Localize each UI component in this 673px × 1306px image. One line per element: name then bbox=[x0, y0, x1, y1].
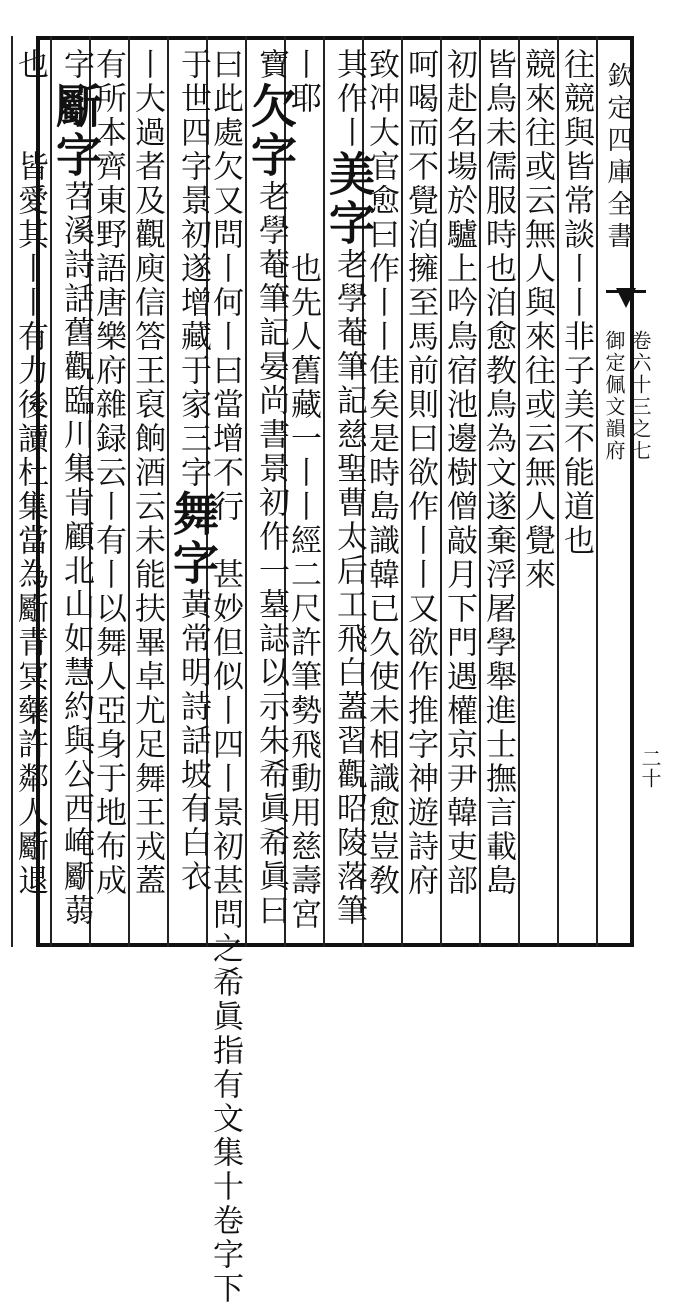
fish-tail-mark bbox=[616, 288, 636, 308]
text-segment: 初赴名場於驢上吟鳥宿池邊樹僧敲月下門遇權京尹韓吏部 bbox=[441, 48, 477, 898]
text-column bbox=[441, 48, 477, 898]
text-segment: 于世四字景初遂增藏于家三字 bbox=[175, 48, 211, 490]
text-segment: 往競與皆常談丨丨非子美不能道也 bbox=[558, 48, 594, 558]
book-title: 欽定四庫全書 bbox=[603, 62, 633, 254]
volume-label: 卷六十三之七 bbox=[628, 330, 652, 462]
text-segment bbox=[12, 82, 48, 150]
text-segment: 呵喝而不覺洎擁至馬前則曰欲作丨丨又欲作推字神遊詩府 bbox=[402, 48, 438, 898]
text-segment: 寶 bbox=[253, 48, 289, 82]
text-column bbox=[12, 48, 48, 898]
text-segment: 苕溪詩話舊觀臨川集肯顧北山如慧約與公西崦斸蒻 bbox=[58, 180, 94, 928]
text-column bbox=[480, 48, 516, 898]
text-segment: 甚妙但似丨四丨景初甚問之希眞指有文集十卷字下 bbox=[207, 558, 243, 1306]
text-segment: 競來往或云無人與來往或云無人覺來 bbox=[519, 48, 555, 592]
text-column bbox=[402, 48, 438, 898]
text-segment: 丨耶 bbox=[285, 48, 321, 116]
book-subtitle: 御定佩文韻府 bbox=[602, 330, 626, 462]
entry-heading: 斸字 bbox=[49, 82, 103, 180]
text-column bbox=[322, 48, 376, 928]
text-segment: 致冲大官愈曰作丨丨佳矣是時島識韓已久使未相識愈豈敎 bbox=[363, 48, 399, 898]
text-segment: 皆愛其丨丨有力後讀杜集當為斸青冥藥許鄰人斸退 bbox=[12, 150, 48, 898]
text-segment: 也先人舊藏一丨丨經二尺許筆勢飛動用慈壽宮 bbox=[285, 252, 321, 932]
text-column bbox=[166, 48, 220, 894]
text-column bbox=[244, 48, 298, 928]
text-segment: 黃常明詩話坡有白衣 bbox=[175, 588, 211, 894]
text-segment: 其作丨 bbox=[331, 48, 367, 150]
text-column bbox=[519, 48, 555, 592]
entry-heading: 欠字 bbox=[244, 82, 298, 180]
text-column bbox=[129, 48, 165, 898]
text-column bbox=[558, 48, 594, 558]
text-segment: 也 bbox=[12, 48, 48, 82]
text-segment: 字 bbox=[58, 48, 94, 82]
text-segment: 皆鳥未儒服時也洎愈教鳥為文遂棄浮屠學舉進士撫言載島 bbox=[480, 48, 516, 898]
entry-heading: 美字 bbox=[322, 150, 376, 248]
text-segment: 老學菴筆記晏尚書景初作一墓誌以示朱希眞希眞曰 bbox=[253, 180, 289, 928]
column-rule bbox=[596, 36, 598, 947]
text-column bbox=[49, 48, 103, 928]
text-segment: 有所本齊東野語唐樂府雜録云丨有丨以舞人亞身于地布成 bbox=[90, 48, 126, 898]
text-segment: 曰此處欠又問丨何丨曰當增不行 bbox=[207, 48, 243, 524]
page-number: 二十 bbox=[638, 748, 662, 788]
text-segment: 丨大過者及觀庾信答王裒餉酒云未能扶畢卓尤足舞王戎蓋 bbox=[129, 48, 165, 898]
text-segment: 老學菴筆記慈聖曹太后工飛白蓋習觀昭陵落筆 bbox=[331, 248, 367, 928]
entry-heading: 舞字 bbox=[166, 490, 220, 588]
